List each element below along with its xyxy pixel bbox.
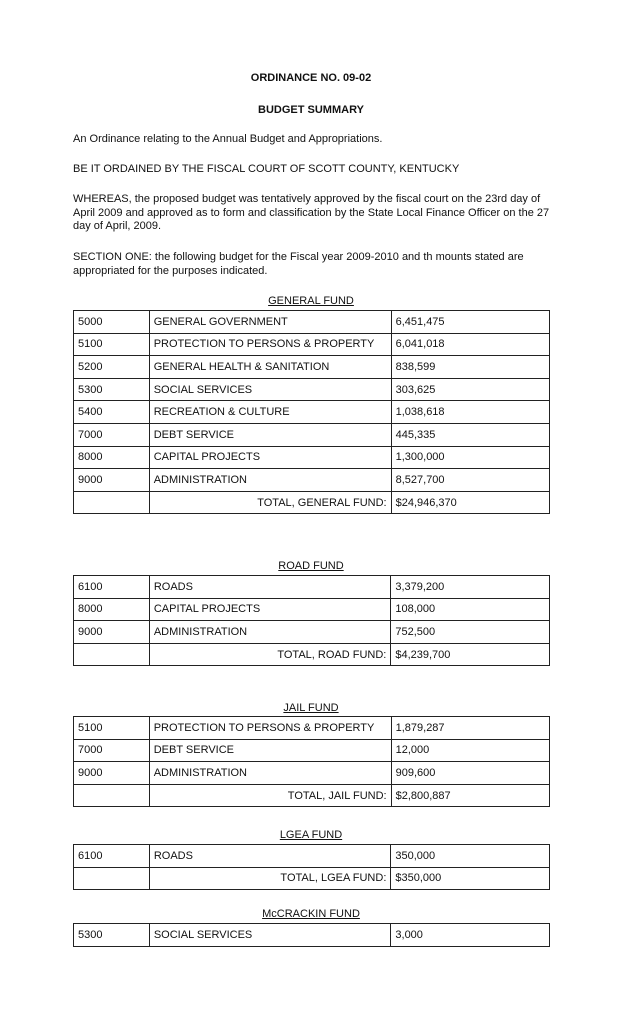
section-one-paragraph: SECTION ONE: the following budget for the Fiscal year 2009-2010 and th mounts stated are appropriated for the purposes indicated. — [73, 251, 524, 277]
account-code: 7000 — [74, 739, 150, 762]
total-amount: $24,946,370 — [391, 491, 549, 514]
general-fund-caption: GENERAL FUND — [268, 295, 354, 307]
account-description: SOCIAL SERVICES — [149, 378, 391, 401]
empty-cell — [74, 867, 150, 890]
mccrackin-fund-caption: McCRACKIN FUND — [262, 908, 360, 920]
account-code: 9000 — [74, 621, 150, 644]
account-amount: 1,879,287 — [391, 717, 549, 740]
total-label: TOTAL, JAIL FUND: — [149, 784, 391, 807]
lgea-fund-table — [73, 844, 550, 890]
account-code: 6100 — [74, 576, 150, 599]
whereas-paragraph: WHEREAS, the proposed budget was tentatively approved by the fiscal court on the 23rd day of April 2009 and approved as to form and classification by the State Local Finance Officer on the 27 day of April, 2009. — [73, 193, 550, 232]
account-amount: 3,000 — [391, 924, 550, 947]
account-amount: 350,000 — [391, 845, 550, 868]
account-code: 8000 — [74, 598, 150, 621]
account-code: 7000 — [74, 423, 150, 446]
total-amount: $2,800,887 — [391, 784, 549, 807]
table-row — [74, 469, 550, 492]
lgea-fund-caption: LGEA FUND — [279, 829, 343, 841]
account-description: ADMINISTRATION — [149, 621, 391, 644]
total-label: TOTAL, LGEA FUND: — [149, 867, 391, 890]
table-row — [74, 739, 550, 762]
empty-cell — [74, 784, 150, 807]
total-amount: $350,000 — [391, 867, 550, 890]
total-amount: $4,239,700 — [391, 643, 550, 666]
account-description: ROADS — [149, 576, 391, 599]
table-row — [74, 333, 550, 356]
table-row — [74, 717, 550, 740]
account-description: PROTECTION TO PERSONS & PROPERTY — [149, 717, 391, 740]
table-row — [74, 576, 550, 599]
table-row — [74, 598, 550, 621]
account-code: 9000 — [74, 762, 150, 785]
account-description: CAPITAL PROJECTS — [149, 446, 391, 469]
table-row — [74, 621, 550, 644]
table-row — [74, 423, 550, 446]
account-description: DEBT SERVICE — [149, 423, 391, 446]
account-amount: 108,000 — [391, 598, 550, 621]
account-code: 5300 — [74, 378, 150, 401]
total-row — [74, 784, 550, 807]
table-row — [74, 845, 550, 868]
general-fund-table — [73, 310, 550, 514]
account-code: 5300 — [74, 924, 150, 947]
account-description: GENERAL HEALTH & SANITATION — [149, 356, 391, 379]
account-code: 8000 — [74, 446, 150, 469]
account-description: ROADS — [149, 845, 391, 868]
account-amount: 1,038,618 — [391, 401, 549, 424]
account-code: 5000 — [74, 311, 150, 334]
empty-cell — [74, 491, 150, 514]
account-description: PROTECTION TO PERSONS & PROPERTY — [149, 333, 391, 356]
table-row — [74, 446, 550, 469]
account-amount: 8,527,700 — [391, 469, 549, 492]
account-amount: 6,451,475 — [391, 311, 549, 334]
account-code: 5400 — [74, 401, 150, 424]
account-code: 6100 — [74, 845, 150, 868]
account-amount: 752,500 — [391, 621, 550, 644]
table-row — [74, 401, 550, 424]
account-description: ADMINISTRATION — [149, 762, 391, 785]
account-description: RECREATION & CULTURE — [149, 401, 391, 424]
ordinance-title: ORDINANCE NO. 09-02 — [250, 72, 372, 84]
table-row — [74, 924, 550, 947]
mccrackin-fund-table — [73, 923, 550, 947]
account-amount: 6,041,018 — [391, 333, 549, 356]
total-row — [74, 643, 550, 666]
account-amount: 303,625 — [391, 378, 549, 401]
table-row — [74, 378, 550, 401]
account-description: ADMINISTRATION — [149, 469, 391, 492]
total-row — [74, 867, 550, 890]
road-fund-caption: ROAD FUND — [278, 560, 344, 572]
jail-fund-table — [73, 716, 550, 807]
total-label: TOTAL, ROAD FUND: — [149, 643, 391, 666]
total-row — [74, 491, 550, 514]
account-amount: 445,335 — [391, 423, 549, 446]
account-description: DEBT SERVICE — [149, 739, 391, 762]
account-amount: 909,600 — [391, 762, 549, 785]
account-amount: 838,599 — [391, 356, 549, 379]
account-code: 5100 — [74, 333, 150, 356]
table-row — [74, 356, 550, 379]
total-label: TOTAL, GENERAL FUND: — [149, 491, 391, 514]
empty-cell — [74, 643, 150, 666]
jail-fund-caption: JAIL FUND — [283, 702, 339, 714]
account-code: 5200 — [74, 356, 150, 379]
account-code: 5100 — [74, 717, 150, 740]
account-description: SOCIAL SERVICES — [149, 924, 391, 947]
account-description: CAPITAL PROJECTS — [149, 598, 391, 621]
road-fund-table — [73, 575, 550, 666]
account-amount: 12,000 — [391, 739, 549, 762]
budget-summary-heading: BUDGET SUMMARY — [258, 104, 364, 116]
table-row — [74, 762, 550, 785]
table-row — [74, 311, 550, 334]
account-code: 9000 — [74, 469, 150, 492]
account-description: GENERAL GOVERNMENT — [149, 311, 391, 334]
account-amount: 1,300,000 — [391, 446, 549, 469]
intro-paragraph: An Ordinance relating to the Annual Budget and Appropriations. — [73, 133, 383, 145]
ordained-paragraph: BE IT ORDAINED BY THE FISCAL COURT OF SCOTT COUNTY, KENTUCKY — [73, 163, 460, 175]
account-amount: 3,379,200 — [391, 576, 550, 599]
